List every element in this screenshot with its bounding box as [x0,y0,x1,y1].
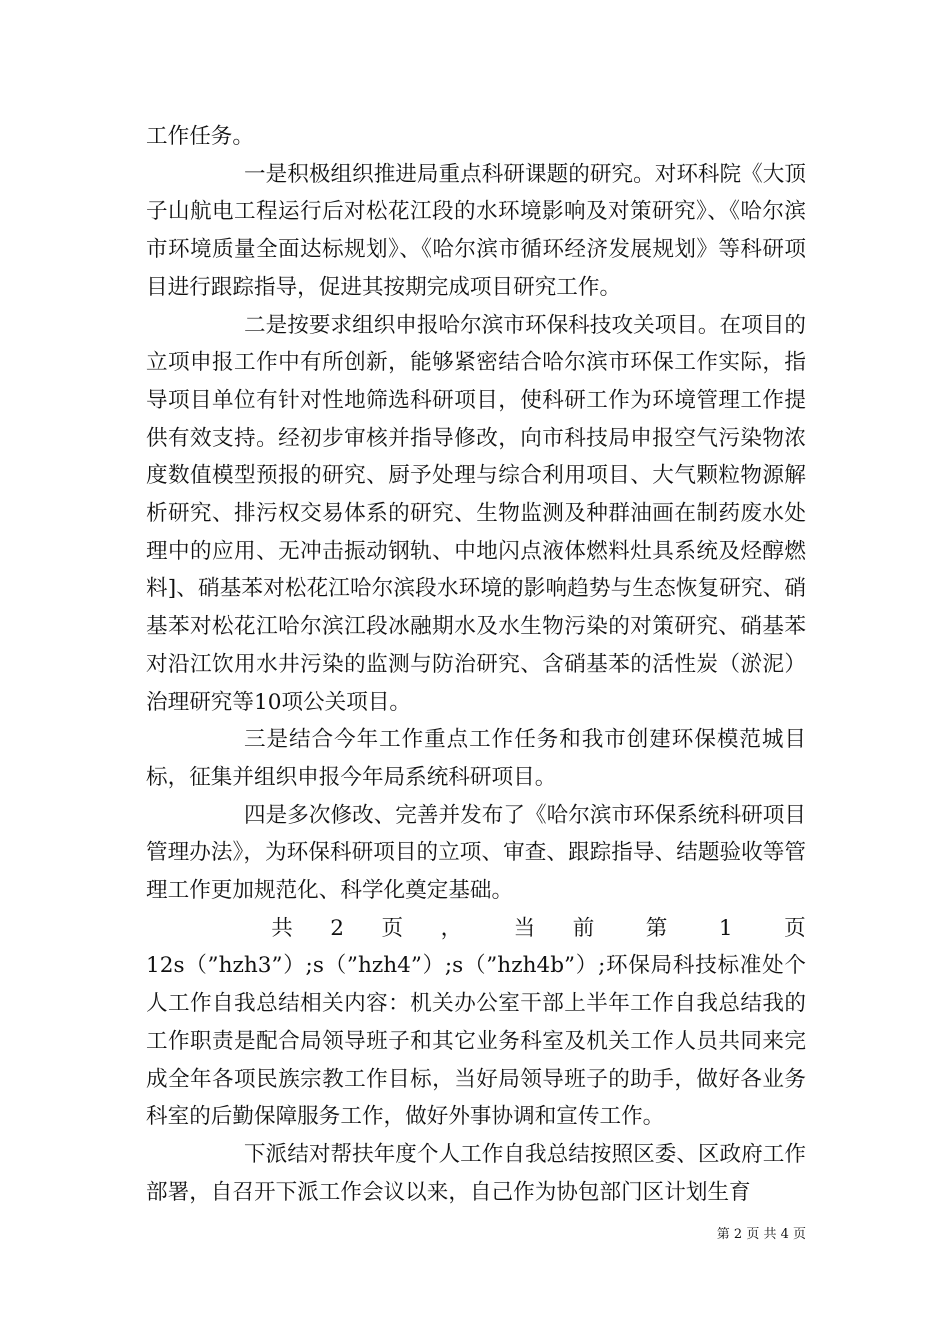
paragraph-2: 二是按要求组织申报哈尔滨市环保科技攻关项目。在项目的立项申报工作中有所创新，能够紧密结合哈尔滨市环保工作实际，指导项目单位有针对性地筛选科研项目，使科研工作为环境管理工作提供有效支持。经初步审核并指导修改，向市科技局申报空气污染物浓度数值模型预报的研究、厨予处理与综合利用项目、大气颗粒物源解析研究、排污权交易体系的研究、生物监测及种群油画在制药废水处理中的应用、无冲击振动钢轨、中地闪点液体燃料灶具系统及烃醇燃料]、硝基苯对松花江哈尔滨段水环境的影响趋势与生态恢复研究、硝基苯对松花江哈尔滨江段冰融期水及水生物污染的对策研究、硝基苯对沿江饮用水井污染的监测与防治研究、含硝基苯的活性炭（淤泥）治理研究等10项公关项目。 [146,312,806,715]
paragraph-3: 三是结合今年工作重点工作任务和我市创建环保模范城目标，征集并组织申报今年局系统科研项目。 [146,727,806,790]
document-body [146,118,806,1211]
opening-line: 工作任务。 [146,124,254,149]
page-counter-word: ， [440,915,463,941]
page-counter-word: 页 [784,915,806,941]
tail-paragraph: 12s（”hzh3”）;s（”hzh4”）;s（”hzh4b”）;环保局科技标准处个人工作自我总结相关内容：机关办公室干部上半年工作自我总结我的工作职责是配合局领导班子和其它业务科室及机关工作人员共同来完成全年各项民族宗教工作目标，当好局领导班子的助手，做好各业务科室的后勤保障服务工作，做好外事协调和宣传工作。 [146,953,806,1130]
page-counter-word: 共 [271,915,294,941]
page-counter-word: 页 [381,915,404,941]
page-counter-word: 当 [513,915,536,941]
page-footer: 第 2 页 共 4 页 [716,1227,806,1242]
page-counter-word: 前 [572,915,595,941]
page-counter-word: 第 [645,915,668,941]
paragraph-1: 一是积极组织推进局重点科研课题的研究。对环科院《大顶子山航电工程运行后对松花江段的水环境影响及对策研究》、《哈尔滨市环境质量全面达标规划》、《哈尔滨市循环经济发展规划》等科研项目进行跟踪指导，促进其按期完成项目研究工作。 [146,161,806,300]
paragraph-4: 四是多次修改、完善并发布了《哈尔滨市环保系统科研项目管理办法》，为环保科研项目的立项、审查、跟踪指导、结题验收等管理工作更加规范化、科学化奠定基础。 [146,802,806,904]
page-counter-word: 1 [718,915,733,941]
page-counter-word: 2 [330,915,345,941]
page-counter [146,910,806,948]
last-paragraph: 下派结对帮扶年度个人工作自我总结按照区委、区政府工作部署，自召开下派工作会议以来，自己作为协包部门区计划生育 [146,1141,806,1205]
